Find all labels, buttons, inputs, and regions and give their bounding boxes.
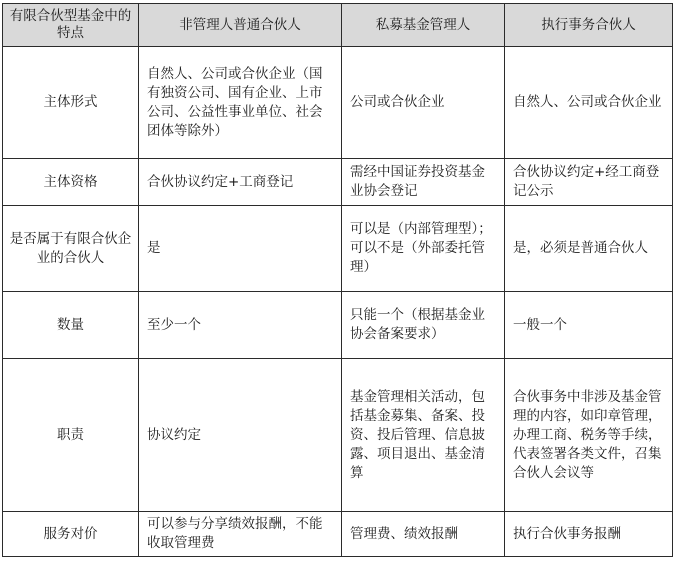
row-label: 数量 (3, 292, 139, 359)
row-label: 是否属于有限合伙企业的合伙人 (3, 206, 139, 292)
row-label: 服务对价 (3, 512, 139, 557)
table-cell: 可以参与分享绩效报酬，不能收取管理费 (139, 512, 342, 557)
table-row (3, 206, 673, 292)
table-cell: 是，必须是普通合伙人 (505, 206, 673, 292)
table-cell: 自然人、公司或合伙企业（国有独资公司、国有企业、上市公司、公益性事业单位、社会团体等除外） (139, 47, 342, 159)
table-cell: 管理费、绩效报酬 (342, 512, 505, 557)
table-cell: 至少一个 (139, 292, 342, 359)
row-label: 职责 (3, 359, 139, 512)
table-cell: 合伙事务中非涉及基金管理的内容，如印章管理，办理工商、税务等手续，代表签署各类文件，召集合伙人会议等 (505, 359, 673, 512)
table-header-row (3, 4, 673, 47)
table-cell: 基金管理相关活动，包括基金募集、备案、投资、投后管理、信息披露、项目退出、基金清算 (342, 359, 505, 512)
table-row (3, 359, 673, 512)
header-fund-manager: 私募基金管理人 (342, 4, 505, 47)
table-row (3, 512, 673, 557)
header-non-manager-gp: 非管理人普通合伙人 (139, 4, 342, 47)
table-cell: 需经中国证券投资基金业协会登记 (342, 159, 505, 206)
table-cell: 公司或合伙企业 (342, 47, 505, 159)
table-row (3, 292, 673, 359)
table-cell: 可以是（内部管理型）； 可以不是（外部委托管理） (342, 206, 505, 292)
table-row (3, 159, 673, 206)
table-cell: 协议约定 (139, 359, 342, 512)
header-executive-partner: 执行事务合伙人 (505, 4, 673, 47)
row-label: 主体形式 (3, 47, 139, 159)
table-cell: 执行合伙事务报酬 (505, 512, 673, 557)
table-cell: 是 (139, 206, 342, 292)
table-cell: 合伙协议约定+工商登记 (139, 159, 342, 206)
table-row (3, 47, 673, 159)
comparison-table (2, 3, 673, 557)
table-cell: 自然人、公司或合伙企业 (505, 47, 673, 159)
table-cell: 合伙协议约定+经工商登记公示 (505, 159, 673, 206)
header-feature: 有限合伙型基金中的特点 (3, 4, 139, 47)
table-cell: 只能一个（根据基金业协会备案要求） (342, 292, 505, 359)
row-label: 主体资格 (3, 159, 139, 206)
table-cell: 一般一个 (505, 292, 673, 359)
